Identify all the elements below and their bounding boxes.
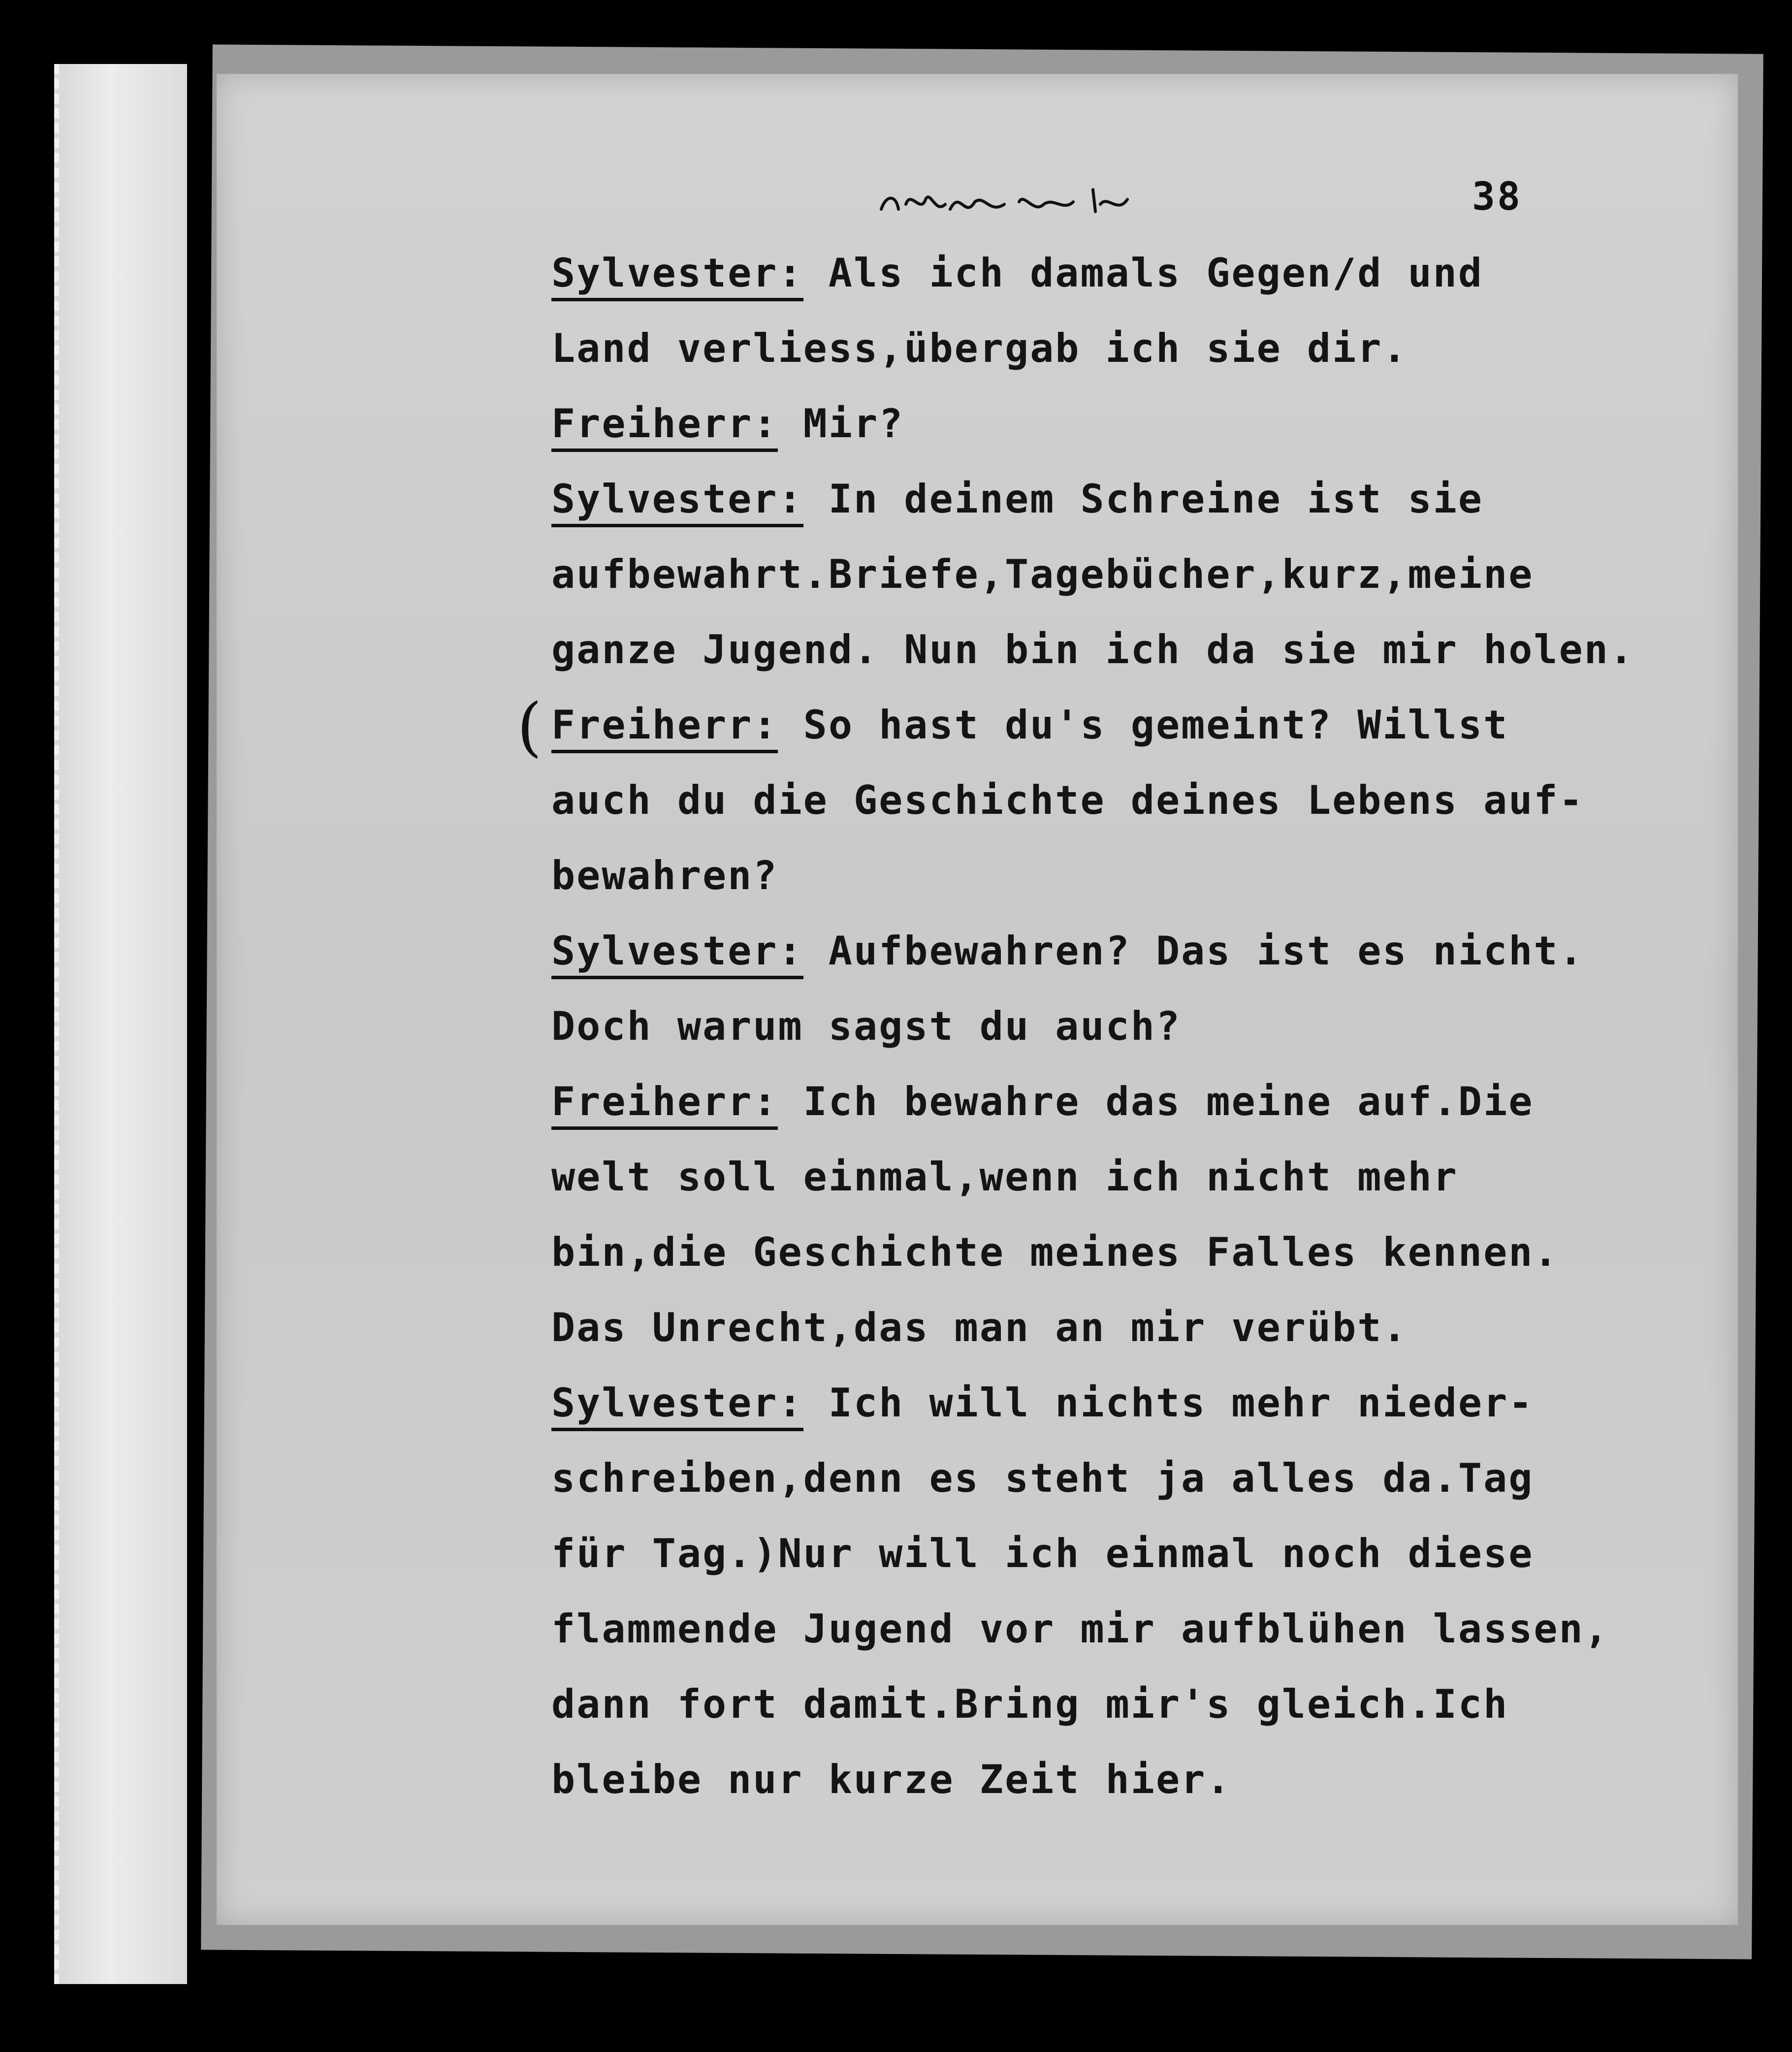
speaker-label: Freiherr: — [551, 1079, 778, 1130]
open-bracket-mark: ( — [517, 689, 542, 764]
line-text: In deinem Schreine ist sie — [803, 476, 1484, 522]
speaker-label: Sylvester: — [551, 928, 803, 979]
line-text: Land verliess,übergab ich sie dir. — [551, 325, 1408, 371]
line-text: bin,die Geschichte meines Falles kennen. — [551, 1229, 1559, 1275]
text-line — [551, 399, 1634, 475]
line-text: schreiben,denn es steht ja alles da.Tag — [551, 1455, 1534, 1501]
line-text: dann fort damit.Bring mir's gleich.Ich — [551, 1681, 1509, 1727]
text-line — [551, 1002, 1634, 1077]
text-line — [551, 701, 1634, 776]
text-line — [551, 324, 1634, 399]
line-text: bleibe nur kurze Zeit hier. — [551, 1757, 1232, 1802]
text-line — [551, 1077, 1634, 1153]
line-text: welt soll einmal,wenn ich nicht mehr — [551, 1154, 1458, 1200]
text-line — [551, 550, 1634, 625]
line-text: Ich will nichts mehr nieder- — [803, 1380, 1534, 1426]
line-text: So hast du's gemeint? Willst — [778, 702, 1509, 748]
text-line — [551, 927, 1634, 1002]
line-text: aufbewahrt.Briefe,Tagebücher,kurz,meine — [551, 551, 1534, 597]
text-line — [551, 625, 1634, 701]
speaker-label: Freiherr: — [551, 702, 778, 753]
speaker-label: Freiherr: — [551, 401, 778, 452]
line-text: Doch warum sagst du auch? — [551, 1003, 1182, 1049]
line-text: Ich bewahre das meine auf.Die — [778, 1079, 1534, 1124]
text-line — [551, 1228, 1634, 1303]
adjacent-page-edge — [54, 64, 187, 1984]
text-line — [551, 1529, 1634, 1604]
handwritten-annotation — [876, 175, 1132, 229]
line-text: ganze Jugend. Nun bin ich da sie mir holen. — [551, 627, 1635, 673]
speaker-label: Sylvester: — [551, 1380, 803, 1431]
line-text: flammende Jugend vor mir aufblühen lassen, — [551, 1606, 1609, 1652]
text-line — [551, 776, 1634, 851]
text-line — [551, 1755, 1634, 1830]
text-line — [551, 1454, 1634, 1529]
text-line — [551, 475, 1634, 550]
page-number: 38 — [1472, 175, 1522, 219]
line-text: Als ich damals Gegen/d und — [803, 250, 1484, 296]
text-line — [551, 851, 1634, 927]
text-line — [551, 1379, 1634, 1454]
speaker-label: Sylvester: — [551, 250, 803, 301]
text-line — [551, 1680, 1634, 1755]
line-text: Mir? — [778, 401, 904, 447]
text-line — [551, 1604, 1634, 1680]
text-line — [551, 249, 1634, 324]
line-text: Aufbewahren? Das ist es nicht. — [803, 928, 1584, 974]
typed-dialogue — [551, 249, 1634, 1830]
speaker-label: Sylvester: — [551, 476, 803, 527]
line-text: Das Unrecht,das man an mir verübt. — [551, 1305, 1408, 1350]
line-text: auch du die Geschichte deines Lebens auf- — [551, 777, 1584, 823]
line-text: für Tag.)Nur will ich einmal noch diese — [551, 1531, 1534, 1576]
text-line — [551, 1153, 1634, 1228]
text-line — [551, 1303, 1634, 1379]
line-text: bewahren? — [551, 853, 778, 898]
